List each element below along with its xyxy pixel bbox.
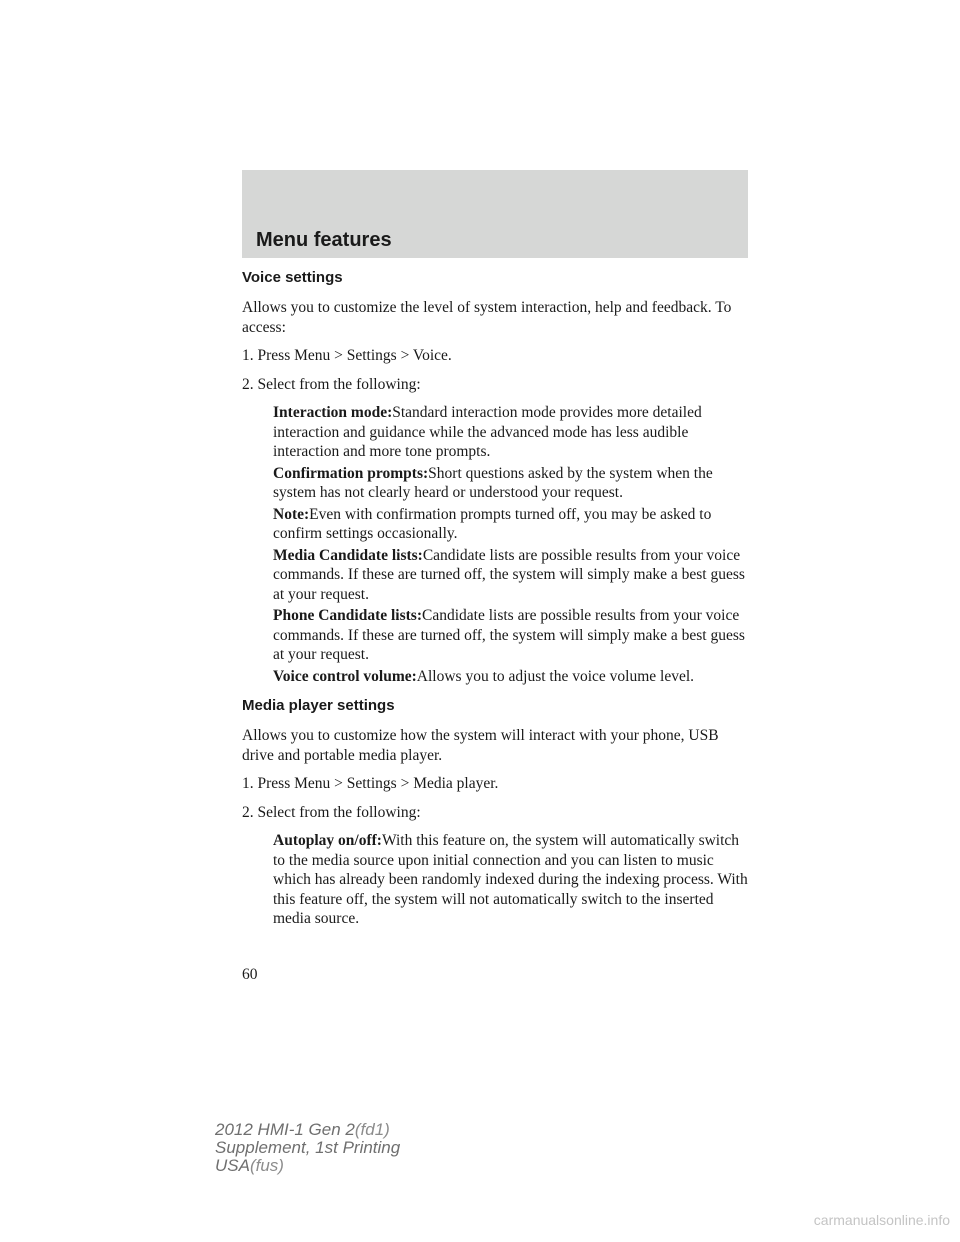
voice-intro: Allows you to customize the level of system interaction, help and feedback. To access: <box>242 299 732 336</box>
item-text: Allows you to adjust the voice volume level. <box>416 667 695 685</box>
item-label: Autoplay on/off: <box>273 832 382 849</box>
header-band <box>242 170 748 258</box>
item-label: Note: <box>273 505 310 523</box>
item-label: Voice control volume: <box>273 667 417 685</box>
footer-edition: 2012 HMI-1 Gen 2 <box>215 1120 355 1139</box>
item-text: Candidate lists are possible results from your voice commands. If these are turned off, the system will simply make a best guess at your request. <box>273 546 745 603</box>
page-content <box>242 268 754 931</box>
item-text: With this feature on, the system will automatically switch to the media source upon initial connection and you can listen to music which has already been randomly indexed during the indexing process. With this feature off, the system will not automatically switch to the inserted media source. <box>273 832 748 927</box>
item-text: Standard interaction mode provides more detailed interaction and guidance while the advanced mode has less audible interaction and more tone prompts. <box>273 404 702 460</box>
page-number: 60 <box>242 966 258 983</box>
footer-line-1 <box>215 1121 400 1139</box>
voice-settings-heading: Voice settings <box>242 269 343 286</box>
voice-step-1: 1. Press Menu > Settings > Voice. <box>242 347 452 364</box>
item-label: Confirmation prompts: <box>273 464 429 482</box>
item-text: Even with confirmation prompts turned off, you may be asked to confirm settings occasionally. <box>273 505 712 542</box>
footer-line-2: Supplement, 1st Printing <box>215 1138 401 1157</box>
voice-item-interaction-mode <box>273 403 754 462</box>
footer-market: USA <box>215 1156 250 1175</box>
media-intro: Allows you to customize how the system will interact with your phone, USB drive and portable media player. <box>242 727 719 764</box>
footer-market-code: (fus) <box>249 1156 284 1175</box>
voice-step-2: 2. Select from the following: <box>242 375 421 393</box>
voice-item-media-candidate-lists <box>273 546 754 605</box>
item-label: Interaction mode: <box>273 404 393 421</box>
voice-item-note <box>273 505 754 544</box>
print-footer <box>215 1121 400 1175</box>
item-label: Phone Candidate lists: <box>273 607 422 624</box>
media-item-autoplay <box>273 831 754 929</box>
media-player-settings-heading: Media player settings <box>242 697 395 714</box>
item-text: Short questions asked by the system when the system has not clearly heard or understood your request. <box>273 464 713 501</box>
item-text: Candidate lists are possible results from your voice commands. If these are turned off, the system will simply make a best guess at your request. <box>273 607 745 663</box>
voice-item-phone-candidate-lists <box>273 606 754 665</box>
footer-line-3 <box>215 1157 400 1175</box>
voice-item-voice-control-volume <box>273 667 754 687</box>
page-title: Menu features <box>256 229 392 251</box>
media-step-2: 2. Select from the following: <box>242 803 421 821</box>
voice-item-confirmation-prompts <box>273 464 754 503</box>
media-step-1: 1. Press Menu > Settings > Media player. <box>242 775 499 792</box>
item-label: Media Candidate lists: <box>273 546 423 564</box>
footer-edition-code: (fd1) <box>354 1120 390 1139</box>
watermark: carmanualsonline.info <box>813 1212 950 1228</box>
